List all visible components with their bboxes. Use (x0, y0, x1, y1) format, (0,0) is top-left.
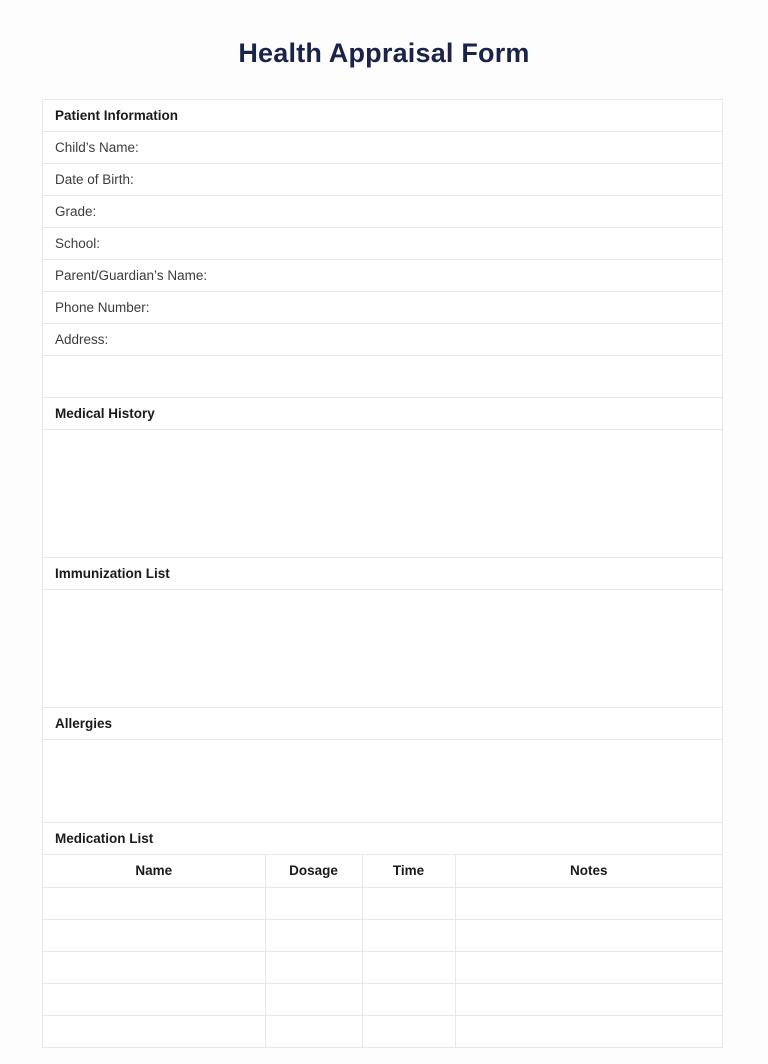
cell-dosage[interactable] (265, 920, 362, 952)
cell-notes[interactable] (455, 1016, 722, 1048)
medical-history-write-area[interactable] (43, 430, 722, 558)
field-row-parent-guardian-name[interactable]: Parent/Guardian’s Name: (43, 260, 722, 292)
section-header-allergies: Allergies (43, 708, 722, 740)
field-row-phone-number[interactable]: Phone Number: (43, 292, 722, 324)
field-row-grade[interactable]: Grade: (43, 196, 722, 228)
column-header-notes: Notes (455, 855, 722, 888)
allergies-write-area[interactable] (43, 740, 722, 823)
cell-time[interactable] (362, 952, 455, 984)
cell-name[interactable] (43, 1016, 265, 1048)
medication-table-body (43, 888, 722, 1048)
page-title: Health Appraisal Form (238, 38, 530, 68)
cell-time[interactable] (362, 920, 455, 952)
cell-name[interactable] (43, 984, 265, 1016)
cell-dosage[interactable] (265, 888, 362, 920)
cell-dosage[interactable] (265, 1016, 362, 1048)
cell-name[interactable] (43, 920, 265, 952)
cell-notes[interactable] (455, 984, 722, 1016)
column-header-name: Name (43, 855, 265, 888)
cell-notes[interactable] (455, 952, 722, 984)
field-row-school[interactable]: School: (43, 228, 722, 260)
section-header-immunization-list: Immunization List (43, 558, 722, 590)
column-header-time: Time (362, 855, 455, 888)
table-row (43, 952, 722, 984)
table-row (43, 1016, 722, 1048)
address-continuation-write-area[interactable] (43, 356, 722, 398)
cell-dosage[interactable] (265, 952, 362, 984)
cell-notes[interactable] (455, 888, 722, 920)
section-header-patient-information: Patient Information (43, 100, 722, 132)
column-header-dosage: Dosage (265, 855, 362, 888)
medication-table-header-row (43, 855, 722, 888)
field-row-date-of-birth[interactable]: Date of Birth: (43, 164, 722, 196)
cell-name[interactable] (43, 888, 265, 920)
field-row-child-name[interactable]: Child’s Name: (43, 132, 722, 164)
cell-dosage[interactable] (265, 984, 362, 1016)
table-row (43, 888, 722, 920)
medication-table (43, 855, 722, 1048)
cell-notes[interactable] (455, 920, 722, 952)
cell-time[interactable] (362, 1016, 455, 1048)
cell-name[interactable] (43, 952, 265, 984)
table-row (43, 920, 722, 952)
cell-time[interactable] (362, 888, 455, 920)
immunization-list-write-area[interactable] (43, 590, 722, 708)
form-container (42, 99, 723, 1048)
field-row-address[interactable]: Address: (43, 324, 722, 356)
section-header-medication-list: Medication List (43, 823, 722, 855)
section-header-medical-history: Medical History (43, 398, 722, 430)
cell-time[interactable] (362, 984, 455, 1016)
table-row (43, 984, 722, 1016)
